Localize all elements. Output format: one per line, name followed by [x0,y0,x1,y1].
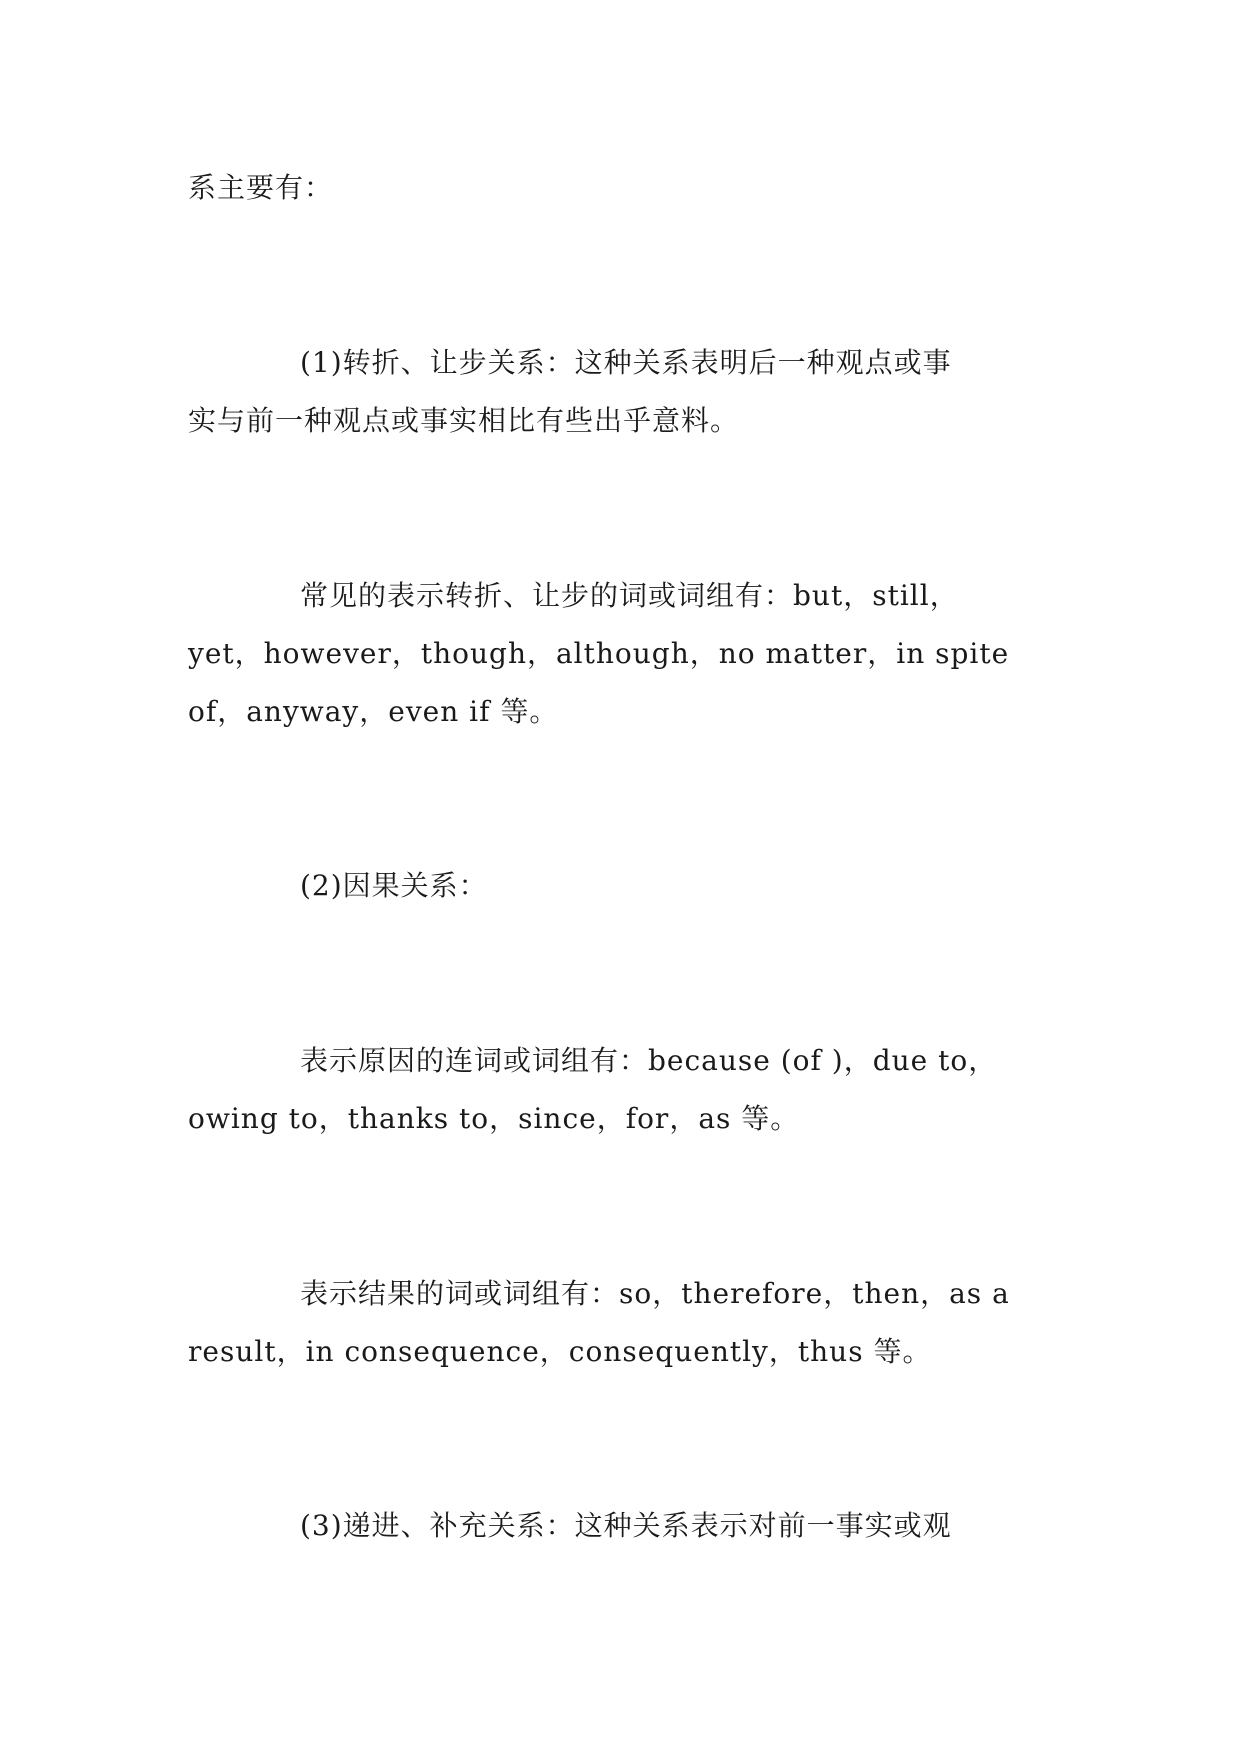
text-line: 常见的表示转折、让步的词或词组有：but，still， [300,579,959,612]
text-line: 系主要有： [188,171,334,204]
text-line: 实与前一种观点或事实相比有些出乎意料。 [188,404,740,437]
text-line: (3)递进、补充关系：这种关系表示对前一事实或观 [300,1509,952,1542]
text-line: result，in consequence，consequently，thus 等。 [188,1335,932,1368]
text-line: of，anyway，even if 等。 [188,695,559,728]
text-line: (1)转折、让步关系：这种关系表明后一种观点或事 [300,346,952,379]
text-line: owing to，thanks to，since，for，as 等。 [188,1102,800,1135]
text-line: 表示原因的连词或词组有：because (of )，due to， [300,1044,998,1077]
text-line: (2)因果关系： [300,869,488,902]
text-line: 表示结果的词或词组有：so，therefore，then，as a [300,1277,1010,1310]
text-line: yet，however，though，although，no matter，in spite [188,637,1010,670]
